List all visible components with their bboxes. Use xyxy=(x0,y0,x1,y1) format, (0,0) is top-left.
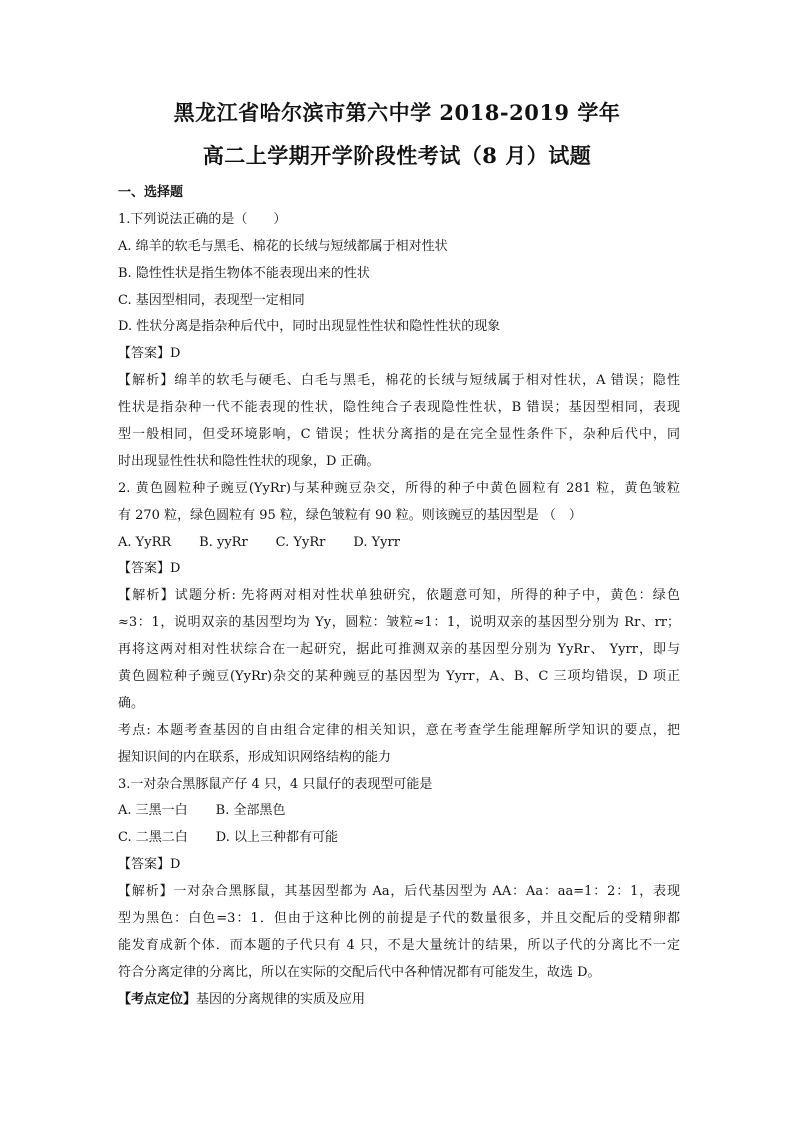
q1-option-b: B. 隐性性状是指生物体不能表现出来的性状 xyxy=(118,265,370,281)
q1-option-c: C. 基因型相同，表现型一定相同 xyxy=(118,292,305,308)
q2-stem-line: 有 270 粒，绿色圆粒有 95 粒，绿色皱粒有 90 粒。则该豌豆的基因型是 （ ） xyxy=(118,507,582,523)
q2-kaodian-line: 考点: 本题考查基因的自由组合定律的相关知识，意在考查学生能理解所学知识的要点，把 xyxy=(118,722,680,738)
q3-analysis-line: 符合分离定律的分离比，所以在实际的交配后代中各种情况都有可能发生，故选 D。 xyxy=(118,964,601,980)
q2-options xyxy=(118,530,680,557)
q2-option-d: D. Yyrr xyxy=(353,534,400,550)
q1-analysis-line: 【解析】绵羊的软毛与硬毛、白毛与黑毛，棉花的长绒与短绒属于相对性状，A 错误；隐性 xyxy=(118,373,680,389)
q1-option-d: D. 性状分离是指杂种后代中，同时出现显性性状和隐性性状的现象 xyxy=(118,319,501,335)
q2-analysis-line: 再将这两对相对性状综合在一起研究，据此可推测双亲的基因型分别为 YyRr、 Yyrr，即与 xyxy=(118,642,680,658)
q3-option-d: D. 以上三种都有可能 xyxy=(215,830,338,846)
q2-option-c: C. YyRr xyxy=(275,534,326,550)
q1-analysis-line: 性状是指杂种一代不能表现的性状，隐性纯合子表现隐性性状，B 错误；基因型相同，表现 xyxy=(118,400,680,416)
q3-analysis-line: 【解析】一对杂合黑豚鼠，其基因型都为 Aa，后代基因型为 AA：Aa：aa=1：2：1，表现 xyxy=(118,884,680,900)
q1-stem: 1.下列说法正确的是（ ） xyxy=(118,211,287,227)
q2-analysis-line: 【解析】试题分析: 先将两对相对性状单独研究，依题意可知，所得的种子中，黄色：绿色 xyxy=(118,588,680,604)
q3-analysis-line: 能发育成新个体．而本题的子代只有 4 只，不是大量统计的结果，所以子代的分离比不一定 xyxy=(118,937,680,953)
q1-analysis-line: 时出现显性性状和隐性性状的现象，D 正确。 xyxy=(118,453,380,469)
q3-options-row-1 xyxy=(118,798,680,825)
title-line-1: 黑龙江省哈尔滨市第六中学 2018-2019 学年 xyxy=(173,100,621,125)
q3-options-row-2 xyxy=(118,825,680,852)
q3-kaodian xyxy=(118,987,680,1014)
q3-analysis-line: 型为黑色：白色=3：1．但由于这种比例的前提是子代的数量很多，并且交配后的受精卵都 xyxy=(118,911,680,927)
q2-option-b: B. yyRr xyxy=(199,534,248,550)
q2-analysis-line: ≈3：1，说明双亲的基因型均为 Yy，圆粒：皱粒≈1：1，说明双亲的基因型分别为 Rr、rr； xyxy=(118,615,680,631)
q3-kaodian-text: 基因的分离规律的实质及应用 xyxy=(196,991,366,1007)
q3-kaodian-label: 【考点定位】 xyxy=(118,991,197,1007)
q3-stem: 3.一对杂合黑豚鼠产仔 4 只，4 只鼠仔的表现型可能是 xyxy=(118,776,433,792)
q3-answer: 【答案】D xyxy=(118,857,181,873)
q1-analysis-line: 型一般相同，但受环境影响，C 错误；性状分离指的是在完全显性条件下，杂种后代中，同 xyxy=(118,427,680,443)
title-line-2: 高二上学期开学阶段性考试（8 月）试题 xyxy=(202,143,592,168)
q2-analysis-line: 黄色圆粒种子豌豆(YyRr)杂交的某种豌豆的基因型为 Yyrr，A、B、C 三项均错误，D 项正 xyxy=(118,669,680,685)
q3-option-a: A. 三黑一白 xyxy=(118,803,188,819)
q2-option-a: A. YyRR xyxy=(118,534,172,550)
section-heading: 一、选择题 xyxy=(118,185,184,200)
document-body xyxy=(118,180,680,1014)
q2-analysis-line: 确。 xyxy=(118,695,145,711)
q3-option-b: B. 全部黑色 xyxy=(215,803,286,819)
q2-kaodian-line: 握知识间的内在联系，形成知识网络结构的能力 xyxy=(118,749,392,765)
q2-stem-line: 2. 黄色圆粒种子豌豆(YyRr)与某种豌豆杂交，所得的种子中黄色圆粒有 281 粒，黄色皱粒 xyxy=(118,480,680,496)
q1-answer: 【答案】D xyxy=(118,346,181,362)
q2-answer: 【答案】D xyxy=(118,561,181,577)
q1-option-a: A. 绵羊的软毛与黑毛、棉花的长绒与短绒都属于相对性状 xyxy=(118,238,448,254)
q3-option-c: C. 二黑二白 xyxy=(118,830,188,846)
